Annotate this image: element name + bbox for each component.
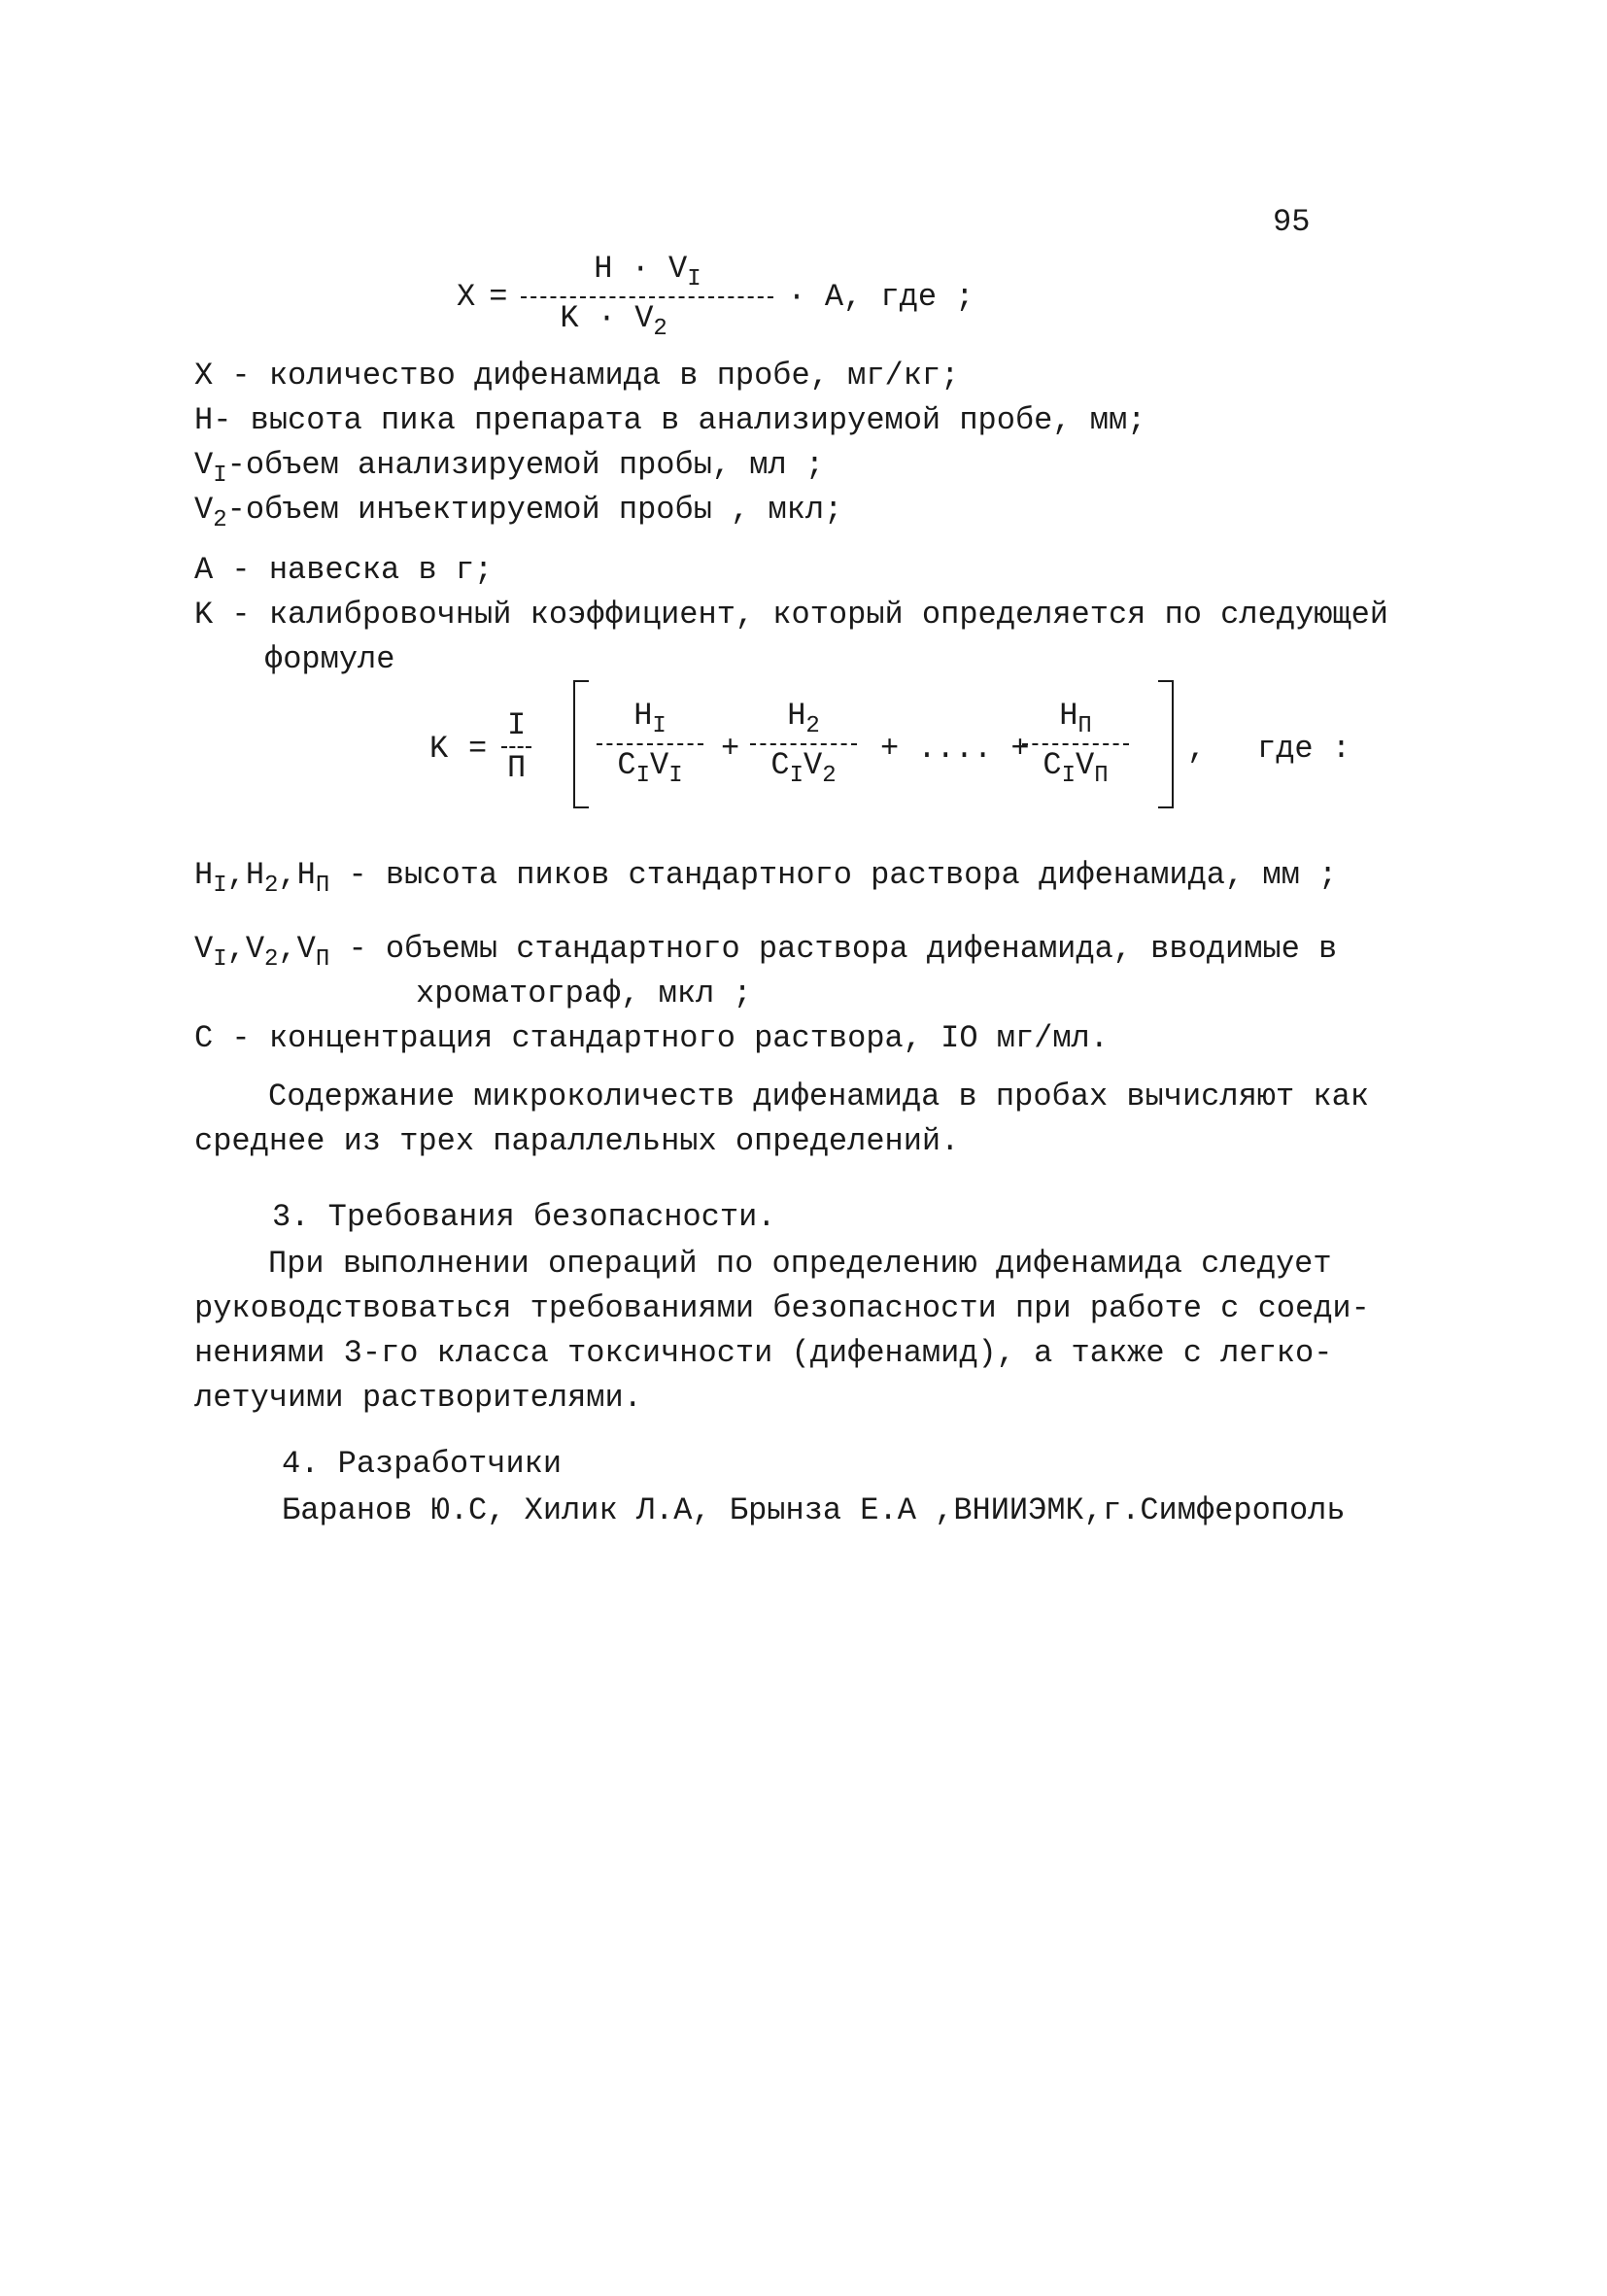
def-h-series: $H_I,H_2,H_П$ - высота пиков стандартного раствора дифенамида, мм ; (194, 857, 1338, 899)
def-c: C - концентрация стандартного раствора, IO мг/мл. (194, 1020, 1109, 1056)
def-k: K - калибровочный коэффициент, который определяется по следующей (194, 597, 1388, 633)
def-x: X - количество дифенамида в пробе, мг/кг; (194, 358, 960, 394)
formula-x-num-dot: · (631, 251, 650, 287)
formula-k-term2: $H_2$ $C_IV_2$ (750, 698, 857, 791)
formula-x (457, 251, 974, 344)
formula-k-plus: + (721, 731, 740, 767)
formula-x-num-h: H (594, 251, 613, 287)
section3-line4: летучими растворителями. (194, 1380, 642, 1416)
formula-k-dots: + .... + (880, 731, 1030, 767)
formula-k-bracket-left (573, 680, 589, 808)
formula-x-den-v: V (634, 299, 654, 336)
section3-line1: При выполнении операций по определению дифенамида следует (268, 1246, 1332, 1282)
def-v-series: $V_I,V_2,V_П$ - объемы стандартного раствора дифенамида, вводимые в (194, 931, 1338, 973)
formula-k-eq: = (468, 731, 488, 767)
page-number: 95 (1273, 204, 1311, 240)
formula-k-coef: I П (501, 707, 531, 788)
def-v1: $V_I$-объем анализируемой пробы, мл ; (194, 447, 825, 489)
formula-x-tail: · A, где ; (787, 278, 974, 315)
formula-k-term1: $H_I$ $C_IV_I$ (597, 698, 703, 791)
formula-x-den-v-sub: 2 (653, 315, 667, 342)
formula-k (429, 680, 1351, 816)
formula-x-num-v: V (668, 251, 688, 287)
section3-heading: 3. Требования безопасности. (272, 1199, 776, 1235)
def-h: H- высота пика препарата в анализируемой пробе, мм; (194, 402, 1146, 438)
section3-line2: руководствоваться требованиями безопасности при работе с соеди- (194, 1290, 1370, 1326)
section4-heading: 4. Разработчики (282, 1446, 563, 1482)
formula-x-den-k: K (560, 299, 579, 336)
formula-x-den-dot: · (597, 299, 617, 336)
def-v-series-cont: хроматограф, мкл ; (416, 976, 752, 1011)
def-v2: $V_2$-объем инъектируемой пробы , мкл; (194, 492, 843, 533)
formula-x-fraction (521, 251, 773, 344)
formula-x-eq: = (489, 278, 508, 315)
formula-k-where: где : (1257, 731, 1351, 767)
section4-authors: Баранов Ю.С, Хилик Л.А, Брынза Е.А ,ВНИИЭМК,г.Симферополь (282, 1492, 1346, 1528)
section3-line3: нениями 3-го класса токсичности (дифенамид), а также с легко- (194, 1335, 1333, 1371)
formula-intro: формуле (264, 641, 395, 677)
formula-k-termn: $H_П$ $C_IV_П$ (1022, 698, 1129, 791)
formula-x-num-v-sub: I (687, 266, 701, 292)
paragraph1-line1: Содержание микроколичеств дифенамида в пробах вычисляют как (268, 1079, 1369, 1114)
formula-x-lhs: X (457, 278, 476, 315)
def-a: A - навеска в г; (194, 552, 494, 588)
formula-k-bracket-right (1158, 680, 1174, 808)
formula-k-comma: , (1187, 731, 1207, 767)
formula-k-lhs: K (429, 731, 449, 767)
paragraph1-line2: среднее из трех параллельных определений. (194, 1123, 960, 1159)
